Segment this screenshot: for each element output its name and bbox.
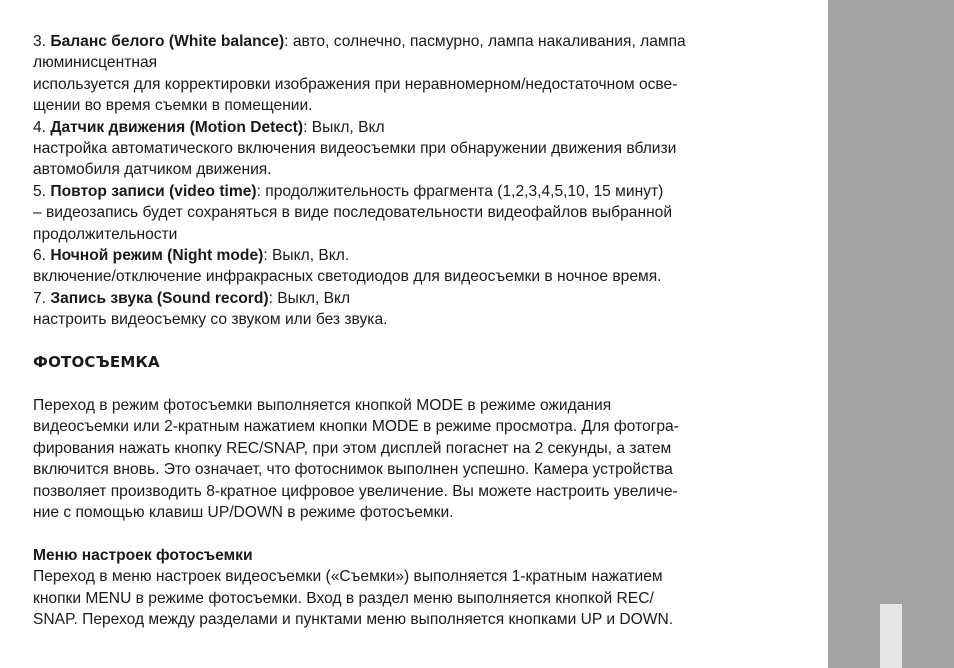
item-title: Запись звука (Sound record) [50, 289, 269, 307]
item-description-line: щении во время съемки в помещении. [33, 97, 313, 115]
paragraph-line: позволяет производить 8-кратное цифровое увеличение. Вы можете настроить увеличе- [33, 482, 678, 500]
item-options: : авто, солнечно, пасмурно, лампа накаливания, лампа [284, 33, 686, 50]
item-title: Повтор записи (video time) [50, 182, 257, 200]
item-description-line: продолжительности [33, 225, 178, 243]
page-edge-tab [880, 604, 902, 668]
item-title: Баланс белого (White balance) [50, 33, 285, 50]
item-number: 4. [33, 118, 47, 136]
page-content [33, 31, 823, 630]
item-number: 6. [33, 247, 47, 265]
item-description-line: автомобиля датчиком движения. [33, 161, 272, 179]
section-heading-photo: ФОТОСЪЕМКА [33, 353, 160, 372]
item-description-line: настроить видеосъемку со звуком или без звука. [33, 311, 388, 329]
section-heading-photo-menu: Меню настроек фотосъемки [33, 546, 253, 564]
item-description-line: настройка автоматического включения видеосъемки при обнаружении движения вблизи [33, 140, 677, 158]
paragraph-line: включится вновь. Это означает, что фотоснимок выполнен успешно. Камера устройства [33, 461, 673, 479]
item-options: : продолжительность фрагмента (1,2,3,4,5,10, 15 минут) [256, 182, 664, 200]
item-header [33, 117, 823, 138]
paragraph-line: ние с помощью клавиш UP/DOWN в режиме фотосъемки. [33, 503, 454, 521]
item-description-line: используется для корректировки изображения при неравномерном/недостаточном осве- [33, 75, 678, 93]
item-header [33, 181, 823, 202]
item-description-line: включение/отключение инфракрасных светодиодов для видеосъемки в ночное время. [33, 268, 662, 286]
item-header [33, 245, 823, 266]
item-number: 3. [33, 33, 47, 50]
item-number: 5. [33, 182, 47, 200]
item-options: : Выкл, Вкл [268, 289, 351, 307]
paragraph-line: кнопки MENU в режиме фотосъемки. Вход в раздел меню выполняется кнопкой REC/ [33, 589, 654, 607]
item-header [33, 288, 823, 309]
item-number: 7. [33, 289, 47, 307]
paragraph-line: Переход в меню настроек видеосъемки («Съемки») выполняется 1-кратным нажатием [33, 568, 663, 586]
item-description-line: люминисцентная [33, 54, 158, 72]
item-header [33, 31, 823, 52]
paragraph-line: фирования нажать кнопку REC/SNAP, при этом дисплей погаснет на 2 секунды, а затем [33, 439, 672, 457]
paragraph-line: SNAP. Переход между разделами и пунктами меню выполняется кнопками UP и DOWN. [33, 610, 674, 628]
paragraph-line: видеосъемки или 2-кратным нажатием кнопки MODE в режиме просмотра. Для фотогра- [33, 418, 679, 436]
spacer [33, 331, 823, 352]
item-options: : Выкл, Вкл [303, 118, 385, 136]
paragraph-line: Переход в режим фотосъемки выполняется кнопкой MODE в режиме ожидания [33, 396, 612, 414]
item-title: Датчик движения (Motion Detect) [50, 118, 304, 136]
item-description-line: – видеозапись будет сохраняться в виде последовательности видеофайлов выбранной [33, 204, 673, 222]
item-options: : Выкл, Вкл. [263, 247, 350, 265]
spacer [33, 373, 823, 394]
spacer [33, 523, 823, 544]
side-margin-band [828, 0, 954, 668]
item-title: Ночной режим (Night mode) [50, 247, 264, 265]
